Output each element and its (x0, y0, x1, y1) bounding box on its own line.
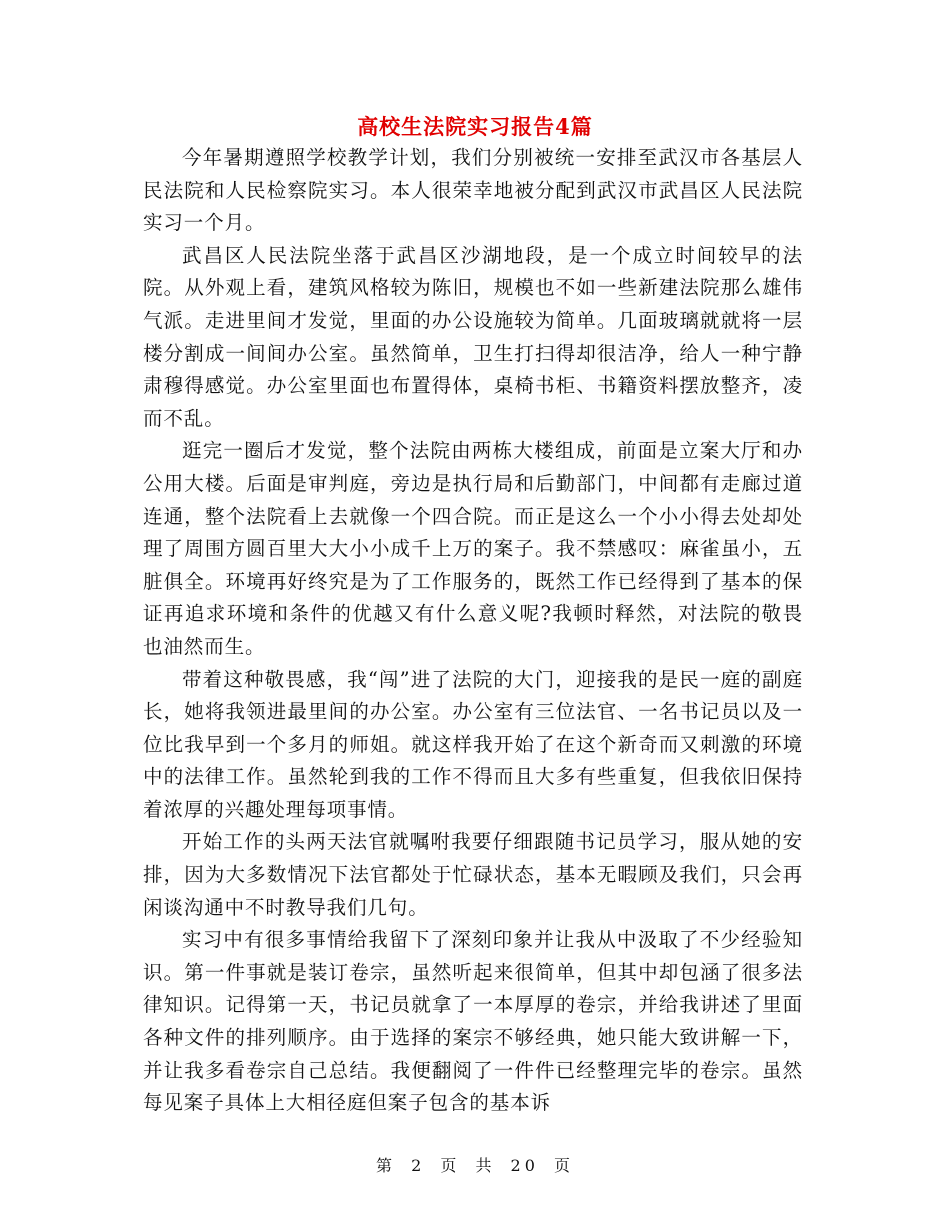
paragraph-5: 开始工作的头两天法官就嘱咐我要仔细跟随书记员学习，服从她的安排，因为大多数情况下法官都处于忙碌状态，基本无暇顾及我们，只会再闲谈沟通中不时教导我们几句。 (143, 830, 803, 919)
paragraph-2: 武昌区人民法院坐落于武昌区沙湖地段，是一个成立时间较早的法院。从外观上看，建筑风格较为陈旧，规模也不如一些新建法院那么雄伟气派。走进里间才发觉，里面的办公设施较为简单。几面玻璃就就将一层楼分割成一间间办公室。虽然简单，卫生打扫得却很洁净，给人一种宁静肃穆得感觉。办公室里面也布置得体，桌椅书柜、书籍资料摆放整齐，凌而不乱。 (143, 243, 803, 430)
paragraph-6: 实习中有很多事情给我留下了深刻印象并让我从中汲取了不少经验知识。第一件事就是装订卷宗，虽然听起来很简单，但其中却包涵了很多法律知识。记得第一天，书记员就拿了一本厚厚的卷宗，并给我讲述了里面各种文件的排列顺序。由于选择的案宗不够经典，她只能大致讲解一下，并让我多看卷宗自己总结。我便翻阅了一件件已经整理完毕的卷宗。虽然每见案子具体上大相径庭但案子包含的基本诉 (143, 928, 803, 1115)
page-number-footer: 第 2 页 共 20 页 (376, 1156, 574, 1175)
paragraph-4: 带着这种敬畏感，我“闯”进了法院的大门，迎接我的是民一庭的副庭长，她将我领进最里间的办公室。办公室有三位法官、一名书记员以及一位比我早到一个多月的师姐。就这样我开始了在这个新奇而又刺激的环境中的法律工作。虽然轮到我的工作不得而且大多有些重复，但我依旧保持着浓厚的兴趣处理每项事情。 (143, 667, 803, 821)
document-title: 高校生法院实习报告4篇 (357, 114, 593, 139)
paragraph-1: 今年暑期遵照学校教学计划，我们分别被统一安排至武汉市各基层人民法院和人民检察院实习。本人很荣幸地被分配到武汉市武昌区人民法院实习一个月。 (143, 146, 803, 235)
paragraph-3: 逛完一圈后才发觉，整个法院由两栋大楼组成，前面是立案大厅和办公用大楼。后面是审判庭，旁边是执行局和后勤部门，中间都有走廊过道连通，整个法院看上去就像一个四合院。而正是这么一个小小得去处却处理了周围方圆百里大大小小成千上万的案子。我不禁感叹：麻雀虽小，五脏俱全。环境再好终究是为了工作服务的，既然工作已经得到了基本的保证再追求环境和条件的优越又有什么意义呢?我顿时释然，对法院的敬畏也油然而生。 (143, 439, 803, 658)
document-body (143, 142, 803, 1120)
